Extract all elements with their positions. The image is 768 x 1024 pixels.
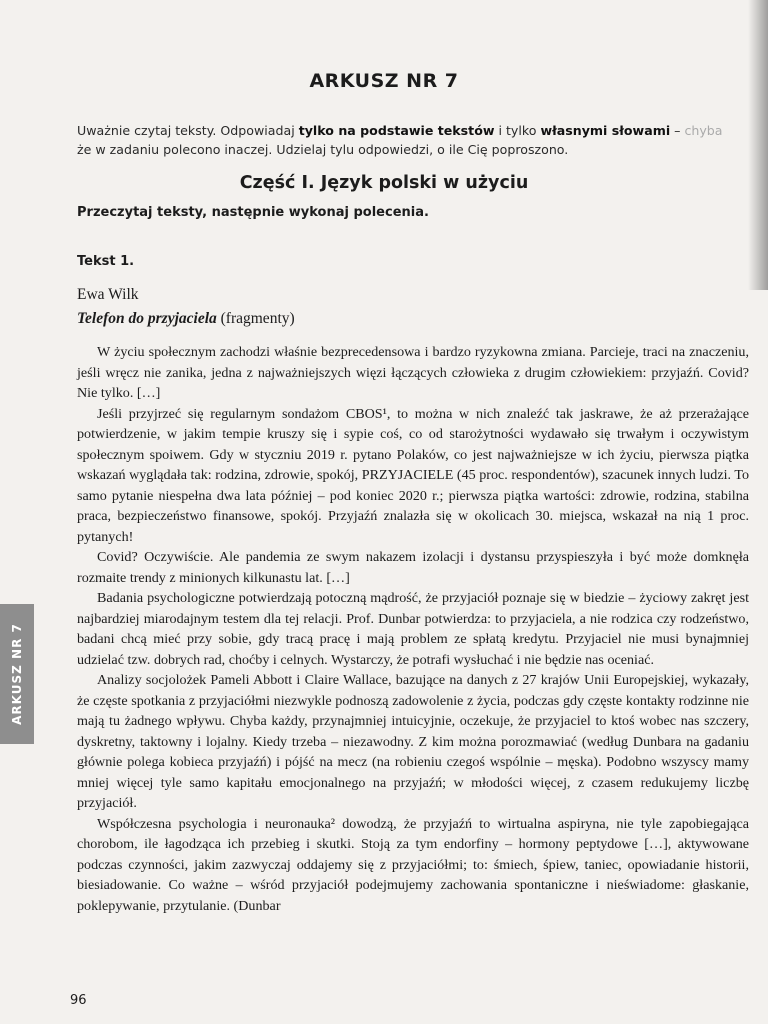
text-title-suffix: (fragmenty) (216, 310, 295, 327)
instructions-faded: chyba (684, 123, 723, 138)
side-tab-label: ARKUSZ NR 7 (10, 623, 25, 725)
part-title: Część I. Język polski w użyciu (239, 173, 529, 193)
page-number: 96 (70, 993, 87, 1008)
instructions-bold-1: tylko na podstawie tekstów (298, 123, 495, 138)
text-author: Ewa Wilk (77, 286, 139, 303)
instructions-text-3: – (670, 123, 685, 138)
paragraph-2: Jeśli przyjrzeć się regularnym sondażom CBOS¹, to można w nich znaleźć tak jaskrawe, że aż przerażające potwierdzenie, w jakim tempie kruszy się i sypie coś, co od starożytności wydawało się trwałym i oczywistym społecznym spoiwem. Gdy w styczniu 2019 r. pytano Polaków, co jest najważniejsze w ich życiu, pierwsza piątka wskazań wyglądała tak: rodzina, zdrowie, spokój, PRZYJACIELE (45 proc. respondentów), szacunek innych ludzi. To samo pytanie niespełna dwa lata później – pod koniec 2020 r.; pierwsza piątka wartości: zdrowie, rodzina, stabilna praca, bezpieczeństwo finansowe, spokój. Przyjaźń znalazła się w okolicach 30. miejsca, wskazał na nią 1 proc. pytanych! (77, 405, 749, 545)
instructions-bold-2: własnymi słowami (540, 123, 671, 138)
text-title (77, 310, 295, 328)
instructions-text-1: Uważnie czytaj teksty. Odpowiadaj (77, 123, 299, 138)
side-tab (0, 604, 34, 744)
text-title-italic: Telefon do przyjaciela (77, 310, 217, 327)
instructions-line-2: że w zadaniu polecono inaczej. Udzielaj tylu odpowiedzi, o ile Cię poproszono. (77, 142, 569, 157)
instructions (77, 121, 757, 159)
paragraph-1: W życiu społecznym zachodzi właśnie bezprecedensowa i bardzo ryzykowna zmiana. Parcieje, traci na znaczeniu, jeśli wręcz nie zanika, jedna z najważniejszych więzi łączących człowieka z drugim człowiekiem: przyjaźń. Covid? Nie tylko. […] (77, 344, 749, 401)
part-subtitle: Przeczytaj teksty, następnie wykonaj polecenia. (77, 205, 429, 220)
paragraph-4: Badania psychologiczne potwierdzają potoczną mądrość, że przyjaciół poznaje się w biedzie – życiowy zakręt jest najbardziej miarodajnym testem dla tej relacji. Prof. Dunbar potwierdza: to przyjaciela, a nie rodzica czy rodzeństwo, badani chcą mieć przy sobie, gdy tracą pracę i mają problem ze spłatą kredytu. Przyjaciel nie musi bynajmniej udzielać tzw. dobrych rad, choćby i celnych. Wystarczy, że potrafi wysłuchać i nie będzie nas oceniać. (77, 590, 749, 668)
paragraph-3: Covid? Oczywiście. Ale pandemia ze swym nakazem izolacji i dystansu przyspieszyła i być może domknęła rozmaite trendy z minionych kilkunastu lat. […] (77, 549, 749, 586)
paragraph-5: Analizy socjolożek Pameli Abbott i Claire Wallace, bazujące na danych z 27 krajów Unii Europejskiej, wykazały, że częste spotkania z przyjaciółmi niezwykle podnoszą zadowolenie z życia, podczas gdy częste kontakty rodzinne nie mają tu żadnego wpływu. Chyba każdy, przynajmniej intuicyjnie, oczekuje, że przyjaciel to ktoś wobec nas szczery, dyskretny, taktowny i lojalny. Kiedy trzeba – niezawodny. Z kim można porozmawiać (według Dunbara na gadaniu głównie polega kobieca przyjaźń) i pójść na mecz (na robieniu czegoś wspólnie – męska). Podobno wszyscy mamy mniej więcej tyle samo kapitału emocjonalnego na przyjaźń; w młodości więcej, z czasem redukujemy liczbę przyjaciół. (77, 672, 749, 811)
sheet-title: ARKUSZ NR 7 (309, 70, 459, 92)
instructions-text-2: i tylko (494, 123, 541, 138)
paragraph-6: Współczesna psychologia i neuronauka² dowodzą, że przyjaźń to wirtualna aspiryna, nie tyle zapobiegająca chorobom, ile łagodząca ich przebieg i skutki. Stoją za tym endorfiny – hormony peptydowe […], aktywowane podczas czynności, jakim zazwyczaj oddajemy się z przyjaciółmi; to: śmiech, śpiew, taniec, opowiadanie historii, biesiadowanie. Co ważne – wśród przyjaciół podejmujemy zachowania spontaniczne i nieświadome: głaskanie, poklepywanie, przytulanie. (Dunbar (77, 815, 749, 914)
article-body (77, 342, 749, 916)
text-label: Tekst 1. (77, 254, 135, 269)
